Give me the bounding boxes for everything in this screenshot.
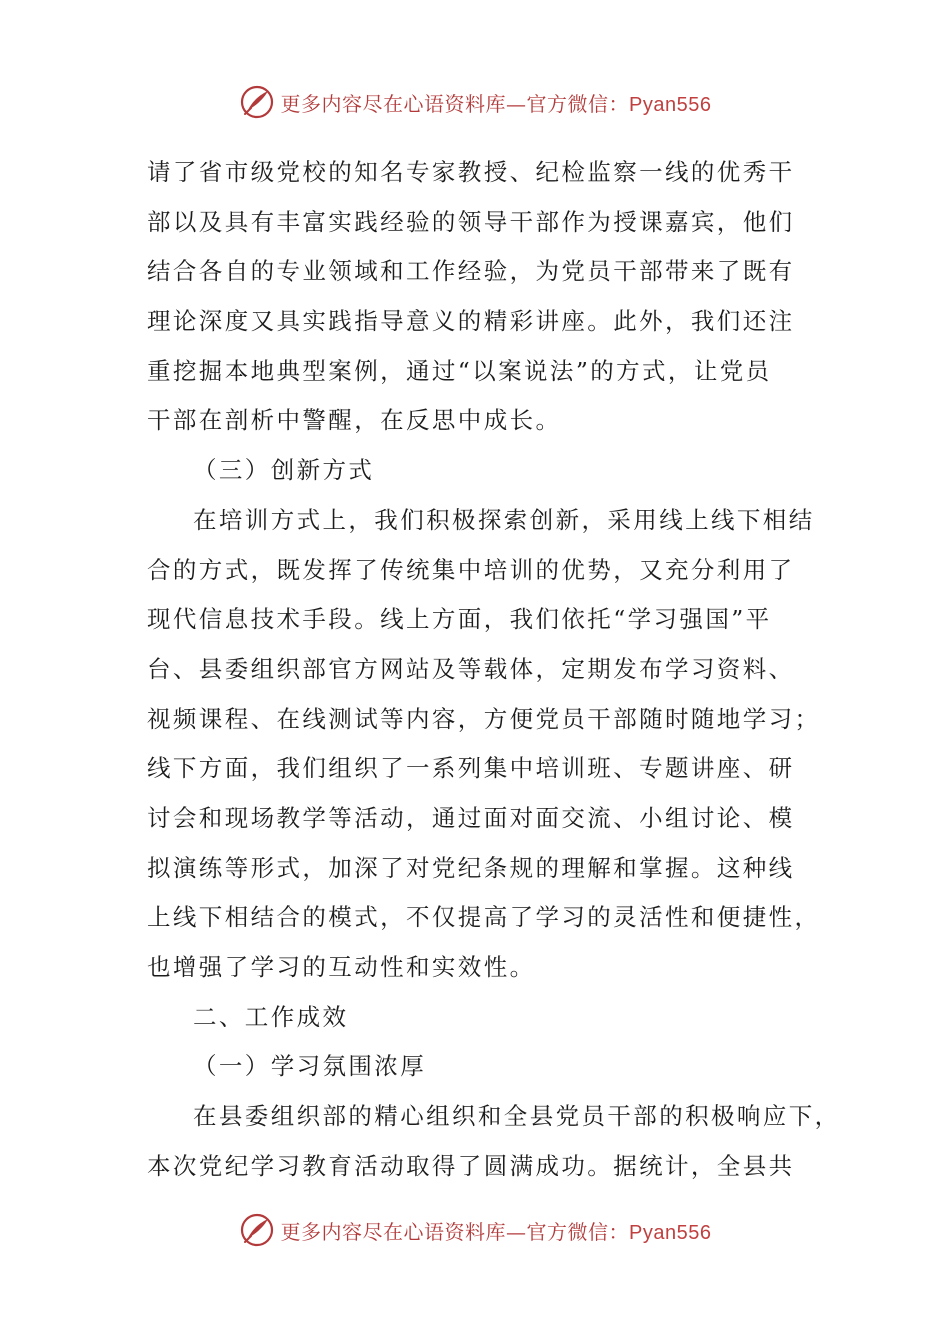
body-line: 线下方面，我们组织了一系列集中培训班、专题讲座、研 — [147, 754, 795, 783]
paragraph-start: 在培训方式上，我们积极探索创新，采用线上线下相结 — [193, 505, 815, 534]
paragraph-start: 在县委组织部的精心组织和全县党员干部的积极响应下， — [193, 1102, 841, 1131]
body-line: 讨会和现场教学等活动，通过面对面交流、小组讨论、模 — [147, 803, 795, 832]
header-wechat-id: Pyan556 — [629, 93, 712, 116]
section-heading: （三）创新方式 — [193, 456, 375, 485]
body-line: 上线下相结合的模式，不仅提高了学习的灵活性和便捷性， — [147, 903, 821, 932]
body-line: 请了省市级党校的知名专家教授、纪检监察一线的优秀干 — [147, 158, 795, 186]
body-line: 部以及具有丰富实践经验的领导干部作为授课嘉宾，他们 — [147, 207, 795, 236]
footer-wechat-id: Pyan556 — [629, 1221, 712, 1244]
quill-logo-icon — [239, 84, 275, 120]
body-line: 结合各自的专业领域和工作经验，为党员干部带来了既有 — [147, 257, 795, 286]
section-heading: （一）学习氛围浓厚 — [193, 1052, 427, 1081]
footer-separator: — — [506, 1219, 527, 1244]
document-body — [147, 148, 841, 1191]
footer-text — [281, 1216, 712, 1245]
footer-wechat-label: 官方微信： — [526, 1219, 630, 1244]
body-line: 本次党纪学习教育活动取得了圆满成功。据统计，全县共 — [147, 1151, 795, 1180]
body-line: 重挖掘本地典型案例，通过“以案说法”的方式，让党员 — [147, 356, 772, 385]
body-line: 合的方式，既发挥了传统集中培训的优势，又充分利用了 — [147, 555, 795, 584]
chapter-heading: 二、工作成效 — [193, 1002, 349, 1031]
body-line: 现代信息技术手段。线上方面，我们依托“学习强国”平 — [147, 605, 772, 634]
body-line: 也增强了学习的互动性和实效性。 — [147, 953, 536, 981]
footer-banner — [0, 1208, 950, 1252]
body-line: 拟演练等形式，加深了对党纪条规的理解和掌握。这种线 — [147, 853, 795, 882]
body-line: 视频课程、在线测试等内容，方便党员干部随时随地学习； — [147, 704, 821, 733]
header-banner — [0, 80, 950, 124]
quill-logo-icon — [239, 1212, 275, 1248]
body-line: 理论深度又具实践指导意义的精彩讲座。此外，我们还注 — [147, 307, 795, 336]
header-wechat-label: 官方微信： — [526, 91, 630, 116]
body-line: 台、县委组织部官方网站及等载体，定期发布学习资料、 — [147, 654, 795, 683]
header-separator: — — [506, 91, 527, 116]
footer-brand: 更多内容尽在心语资料库 — [280, 1219, 507, 1244]
header-brand: 更多内容尽在心语资料库 — [280, 91, 507, 116]
body-line: 干部在剖析中警醒，在反思中成长。 — [147, 406, 562, 435]
header-text — [281, 88, 712, 117]
